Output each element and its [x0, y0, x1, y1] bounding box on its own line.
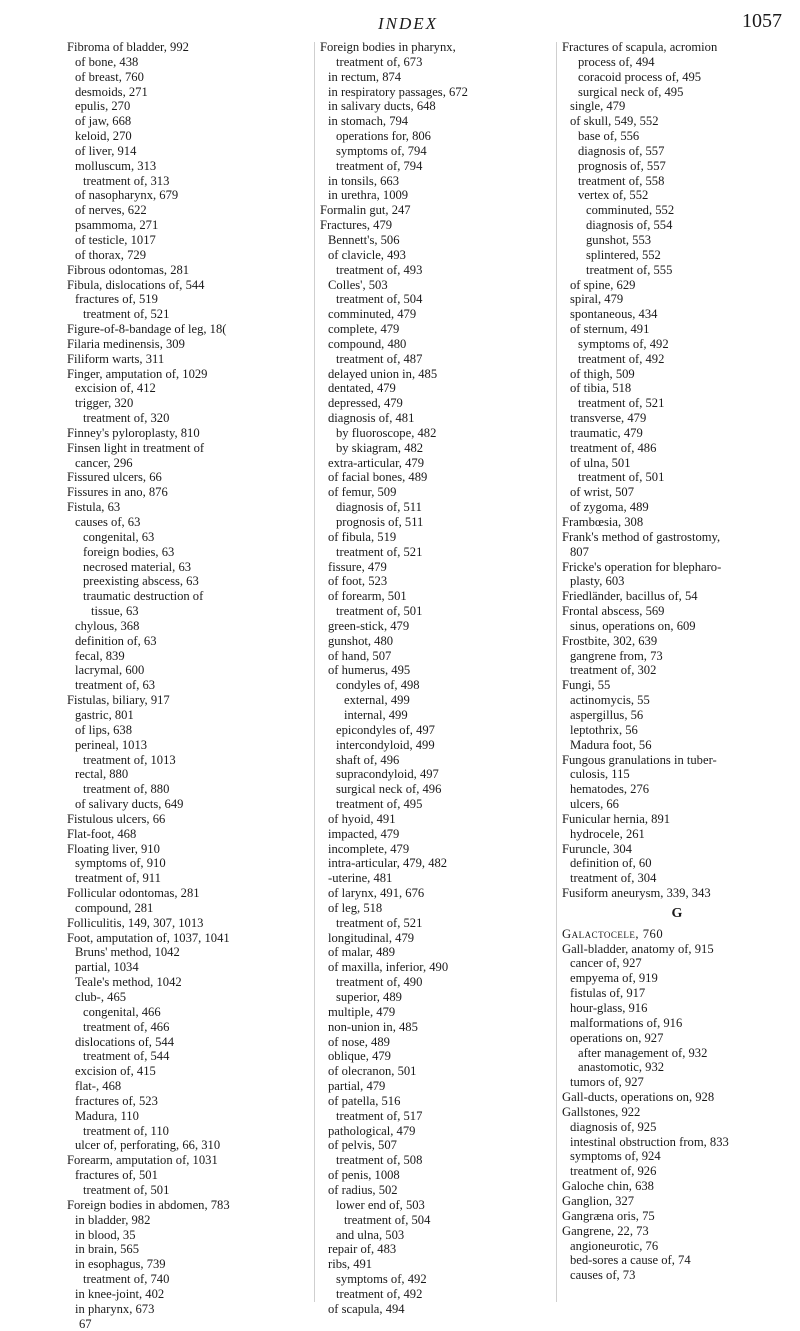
index-subentry: of forearm, 501 [328, 589, 407, 604]
index-entry: Frostbite, 302, 639 [562, 633, 658, 648]
index-subentry: extra-articular, 479 [328, 455, 424, 470]
index-subentry: treatment of, 501 [336, 604, 423, 619]
index-subentry: causes of, 63 [75, 515, 141, 529]
index-subentry: diagnosis of, 557 [578, 143, 665, 158]
index-subentry: of nasopharynx, 679 [75, 188, 179, 203]
index-subentry: operations on, 927 [570, 1030, 664, 1045]
index-subentry: hour-glass, 916 [570, 1001, 648, 1015]
index-entry: Frambœsia, 308 [562, 515, 644, 529]
index-entry: Fusiform aneurysm, 339, 343 [562, 886, 711, 901]
index-entry: Ganglion, 327 [562, 1193, 635, 1208]
index-subentry: of zygoma, 489 [570, 500, 649, 515]
index-subentry: repair of, 483 [328, 1242, 397, 1257]
index-subentry: coracoid process of, 495 [578, 69, 702, 84]
index-subentry: spiral, 479 [570, 292, 624, 307]
index-subentry: fistulas of, 917 [570, 986, 646, 1001]
index-subentry: delayed union in, 485 [328, 366, 438, 381]
index-subentry: treatment of, 313 [83, 173, 170, 188]
index-subentry: molluscum, 313 [75, 158, 157, 173]
index-entry: Figure-of-8-bandage of leg, 18( [67, 322, 227, 337]
index-subentry: of penis, 1008 [328, 1168, 400, 1183]
index-subentry: non-union in, 485 [328, 1019, 418, 1034]
index-subentry: treatment of, 302 [570, 663, 657, 678]
index-subentry: Colles', 503 [328, 277, 388, 292]
index-subentry: of femur, 509 [328, 485, 397, 500]
index-subentry: actinomycis, 55 [570, 693, 650, 708]
index-subentry: spontaneous, 434 [570, 307, 658, 322]
index-subentry: malformations of, 916 [570, 1015, 683, 1030]
index-subentry: gastric, 801 [75, 707, 134, 722]
index-subentry: anastomotic, 932 [578, 1060, 665, 1075]
index-subentry: chylous, 368 [75, 618, 140, 633]
index-entry: Fungous granulations in tuber- [562, 752, 717, 767]
index-entry: Filiform warts, 311 [67, 351, 165, 366]
index-entry: Foreign bodies in pharynx, [320, 40, 456, 54]
index-entry: Galoche chin, 638 [562, 1179, 654, 1194]
index-subentry: keloid, 270 [75, 129, 132, 144]
index-subentry: gunshot, 553 [586, 232, 652, 247]
index-subentry: in stomach, 794 [328, 114, 409, 129]
index-entry: Fistulous ulcers, 66 [67, 811, 166, 826]
index-subentry: of salivary ducts, 649 [75, 797, 184, 812]
column-divider [556, 42, 557, 1302]
index-subentry: diagnosis of, 511 [336, 500, 422, 515]
index-subentry: treatment of, 504 [336, 292, 423, 307]
index-subentry: single, 479 [570, 99, 626, 114]
index-subentry: comminuted, 552 [586, 203, 675, 218]
index-subentry: 807 [570, 544, 589, 559]
index-subentry: fissure, 479 [328, 559, 387, 574]
index-entry: Fibrous odontomas, 281 [67, 262, 190, 277]
index-entry: Galactocele, 760 [562, 926, 664, 941]
index-subentry: treatment of, 493 [336, 262, 423, 277]
index-subentry: cancer of, 927 [570, 956, 642, 971]
index-subentry: dislocations of, 544 [75, 1034, 174, 1049]
index-subentry: hematodes, 276 [570, 782, 650, 797]
index-subentry: base of, 556 [578, 129, 640, 144]
index-subentry: incomplete, 479 [328, 841, 410, 856]
index-entry: Frontal abscess, 569 [562, 604, 665, 619]
index-subentry: flat-, 468 [75, 1079, 122, 1094]
index-subentry: of jaw, 668 [75, 114, 132, 129]
index-subentry: of scapula, 494 [328, 1301, 405, 1316]
index-subentry: Bruns' method, 1042 [75, 945, 180, 960]
index-subentry: supracondyloid, 497 [336, 767, 439, 782]
index-subentry: causes of, 73 [570, 1268, 636, 1283]
index-subentry: diagnosis of, 481 [328, 411, 415, 426]
section-letter: G [671, 905, 683, 921]
running-title: INDEX [378, 14, 439, 33]
index-column-1 [67, 40, 305, 1331]
index-subentry: of maxilla, inferior, 490 [328, 960, 449, 975]
index-subentry: traumatic destruction of [83, 589, 204, 604]
index-subentry: of nerves, 622 [75, 203, 147, 218]
index-subentry: in esophagus, 739 [75, 1257, 166, 1272]
index-subentry: longitudinal, 479 [328, 930, 415, 945]
index-subentry: intra-articular, 479, 482 [328, 856, 448, 871]
index-subentry: of hyoid, 491 [328, 811, 396, 826]
index-subentry: of breast, 760 [75, 69, 144, 84]
index-subentry: treatment of, 504 [344, 1212, 431, 1227]
index-subentry: bed-sores a cause of, 74 [570, 1253, 691, 1268]
index-subentry: ulcers, 66 [570, 797, 619, 812]
index-subentry: sinus, operations on, 609 [570, 618, 696, 633]
index-subentry: operations for, 806 [336, 129, 431, 144]
index-subentry: desmoids, 271 [75, 84, 148, 99]
index-subentry: of foot, 523 [328, 574, 388, 589]
index-subentry: of ulna, 501 [570, 455, 631, 470]
index-subentry: lower end of, 503 [336, 1197, 425, 1212]
index-subentry: and ulna, 503 [336, 1227, 405, 1242]
index-subentry: of nose, 489 [328, 1034, 390, 1049]
index-subentry: treatment of, 63 [75, 678, 156, 693]
index-subentry: shaft of, 496 [336, 752, 400, 767]
index-entry: Gall-bladder, anatomy of, 915 [562, 941, 714, 956]
index-subentry: ribs, 491 [328, 1257, 373, 1272]
index-subentry: treatment of, 521 [83, 307, 170, 322]
index-subentry: of leg, 518 [328, 900, 383, 915]
index-subentry: of humerus, 495 [328, 663, 411, 678]
index-subentry: Teale's method, 1042 [75, 975, 182, 990]
index-subentry: by skiagram, 482 [336, 440, 424, 455]
index-entry: Finney's pyloroplasty, 810 [67, 425, 200, 440]
index-subentry: treatment of, 508 [336, 1153, 423, 1168]
index-subentry: excision of, 412 [75, 381, 156, 396]
index-subentry: in rectum, 874 [328, 69, 402, 84]
index-subentry: compound, 281 [75, 900, 154, 915]
index-entry: Fibula, dislocations of, 544 [67, 277, 205, 292]
index-column-2 [320, 40, 552, 1317]
index-entry: Fractures of scapula, acromion [562, 40, 718, 54]
index-subentry: treatment of, 517 [336, 1108, 423, 1123]
index-subentry: tumors of, 927 [570, 1075, 644, 1090]
index-subentry: depressed, 479 [328, 396, 403, 411]
index-subentry: treatment of, 304 [570, 871, 657, 886]
index-subentry: perineal, 1013 [75, 737, 148, 752]
index-subentry: treatment of, 1013 [83, 752, 176, 767]
index-subentry: of wrist, 507 [570, 485, 635, 500]
index-subentry: Madura, 110 [75, 1108, 139, 1123]
index-subentry: treatment of, 521 [336, 915, 423, 930]
index-entry: Fissured ulcers, 66 [67, 470, 162, 485]
index-subentry: Bennett's, 506 [328, 232, 400, 247]
index-subentry: superior, 489 [336, 990, 402, 1004]
index-subentry: intercondyloid, 499 [336, 737, 435, 752]
index-subentry: angioneurotic, 76 [570, 1238, 659, 1253]
index-subentry: process of, 494 [578, 54, 655, 69]
index-subentry: treatment of, 544 [83, 1049, 170, 1064]
index-subentry: condyles of, 498 [336, 678, 420, 693]
index-subentry: partial, 479 [328, 1079, 386, 1094]
index-subentry: treatment of, 740 [83, 1272, 170, 1287]
index-subentry: surgical neck of, 496 [336, 782, 442, 797]
index-subentry: treatment of, 926 [570, 1164, 657, 1179]
index-entry: Gallstones, 922 [562, 1104, 641, 1119]
index-subentry: fractures of, 519 [75, 292, 158, 307]
index-subentry: ulcer of, perforating, 66, 310 [75, 1138, 221, 1153]
index-subentry: congenital, 63 [83, 529, 155, 544]
index-subentry: of bone, 438 [75, 54, 139, 69]
index-subentry: symptoms of, 492 [578, 336, 669, 351]
index-subentry: of radius, 502 [328, 1182, 398, 1197]
index-entry: Follicular odontomas, 281 [67, 886, 200, 901]
index-subentry: -uterine, 481 [328, 871, 393, 886]
index-subentry: fractures of, 501 [75, 1168, 158, 1183]
index-subentry: lacrymal, 600 [75, 663, 145, 678]
index-subentry: multiple, 479 [328, 1004, 396, 1019]
index-subentry: definition of, 60 [570, 856, 652, 871]
index-subentry: fractures of, 523 [75, 1093, 158, 1108]
index-entry: Formalin gut, 247 [320, 203, 411, 218]
index-subentry: of larynx, 491, 676 [328, 886, 425, 901]
index-subentry: treatment of, 486 [570, 440, 657, 455]
index-entry: Fibroma of bladder, 992 [67, 40, 189, 54]
index-subentry: dentated, 479 [328, 381, 396, 396]
index-subentry: in bladder, 982 [75, 1212, 151, 1227]
index-subentry: treatment of, 490 [336, 975, 423, 990]
index-subentry: treatment of, 110 [83, 1123, 169, 1138]
index-subentry: symptoms of, 492 [336, 1272, 427, 1287]
index-subentry: prognosis of, 557 [578, 158, 666, 173]
index-entry: Gangræna oris, 75 [562, 1208, 655, 1223]
index-subentry: treatment of, 555 [586, 262, 673, 277]
index-entry: Finger, amputation of, 1029 [67, 366, 208, 381]
index-subentry: treatment of, 794 [336, 158, 423, 173]
index-subentry: in blood, 35 [75, 1227, 136, 1242]
index-entry: Fissures in ano, 876 [67, 485, 168, 500]
index-subentry: necrosed material, 63 [83, 559, 192, 574]
index-entry: Floating liver, 910 [67, 841, 160, 856]
index-subentry: definition of, 63 [75, 633, 157, 648]
index-subentry: of skull, 549, 552 [570, 114, 659, 129]
index-subentry: cancer, 296 [75, 455, 133, 470]
index-subentry: treatment of, 521 [336, 544, 423, 559]
index-entry: Foreign bodies in abdomen, 783 [67, 1197, 230, 1212]
index-entry: Fractures, 479 [320, 218, 393, 233]
index-subentry: pathological, 479 [328, 1123, 416, 1138]
index-subentry: epicondyles of, 497 [336, 722, 435, 737]
index-subentry: tissue, 63 [91, 604, 139, 619]
index-subentry: in pharynx, 673 [75, 1301, 155, 1316]
index-subentry: treatment of, 521 [578, 396, 665, 411]
index-entry: Frank's method of gastrostomy, [562, 529, 721, 544]
index-subentry: of sternum, 491 [570, 322, 650, 337]
index-subentry: congenital, 466 [83, 1004, 161, 1019]
column-divider [314, 42, 315, 1302]
index-subentry: of testicle, 1017 [75, 232, 156, 247]
index-subentry: leptothrix, 56 [570, 722, 638, 737]
index-entry: Filaria medinensis, 309 [67, 336, 185, 351]
index-subentry: complete, 479 [328, 322, 400, 337]
index-subentry: partial, 1034 [75, 960, 139, 975]
index-subentry: in urethra, 1009 [328, 188, 409, 203]
index-entry: Gall-ducts, operations on, 928 [562, 1090, 715, 1105]
index-subentry: plasty, 603 [570, 574, 625, 589]
index-subentry: treatment of, 495 [336, 797, 423, 812]
index-subentry: of thorax, 729 [75, 247, 146, 262]
index-subentry: of fibula, 519 [328, 529, 397, 544]
index-subentry: in salivary ducts, 648 [328, 99, 436, 114]
index-subentry: compound, 480 [328, 336, 407, 351]
index-subentry: of thigh, 509 [570, 366, 635, 381]
index-subentry: treatment of, 911 [75, 871, 161, 886]
index-subentry: in knee-joint, 402 [75, 1286, 165, 1301]
index-subentry: diagnosis of, 925 [570, 1119, 657, 1134]
index-subentry: of facial bones, 489 [328, 470, 428, 485]
index-subentry: fecal, 839 [75, 648, 125, 663]
index-subentry: oblique, 479 [328, 1049, 391, 1064]
index-entry: Funicular hernia, 891 [562, 811, 671, 826]
index-subentry: intestinal obstruction from, 833 [570, 1134, 729, 1149]
index-entry: Fistula, 63 [67, 500, 121, 515]
index-subentry: by fluoroscope, 482 [336, 425, 437, 440]
index-subentry: of pelvis, 507 [328, 1138, 397, 1153]
index-entry: Fistulas, biliary, 917 [67, 693, 170, 708]
index-subentry: treatment of, 501 [578, 470, 665, 485]
index-entry: Finsen light in treatment of [67, 440, 205, 455]
index-subentry: of clavicle, 493 [328, 247, 406, 262]
index-subentry: impacted, 479 [328, 826, 400, 841]
index-entry: Flat-foot, 468 [67, 826, 137, 841]
index-subentry: empyema of, 919 [570, 971, 658, 986]
index-subentry: trigger, 320 [75, 396, 134, 411]
index-subentry: in tonsils, 663 [328, 173, 400, 188]
index-subentry: of patella, 516 [328, 1093, 401, 1108]
index-subentry: in respiratory passages, 672 [328, 84, 468, 99]
index-subentry: of malar, 489 [328, 945, 395, 960]
index-entry: Fungi, 55 [562, 678, 611, 693]
index-subentry: treatment of, 880 [83, 782, 170, 797]
index-subentry: preexisting abscess, 63 [83, 574, 199, 589]
index-subentry: diagnosis of, 554 [586, 218, 673, 233]
index-subentry: treatment of, 487 [336, 351, 423, 366]
index-subentry: prognosis of, 511 [336, 515, 424, 529]
index-subentry: after management of, 932 [578, 1045, 708, 1060]
index-subentry: culosis, 115 [570, 767, 630, 782]
index-entry: Fricke's operation for blepharo- [562, 559, 722, 574]
index-subentry: excision of, 415 [75, 1064, 156, 1079]
index-column-3 [562, 40, 792, 1283]
index-subentry: vertex of, 552 [578, 188, 649, 203]
index-subentry: of tibia, 518 [570, 381, 632, 396]
index-subentry: epulis, 270 [75, 99, 131, 114]
index-subentry: rectal, 880 [75, 767, 129, 782]
index-subentry: club-, 465 [75, 990, 127, 1004]
index-subentry: green-stick, 479 [328, 618, 410, 633]
index-entry: Friedländer, bacillus of, 54 [562, 589, 698, 604]
signature-mark: 67 [79, 1316, 92, 1331]
index-subentry: treatment of, 466 [83, 1019, 170, 1034]
index-subentry: symptoms of, 924 [570, 1149, 661, 1164]
index-subentry: of olecranon, 501 [328, 1064, 417, 1079]
index-entry: Furuncle, 304 [562, 841, 632, 856]
index-entry: Foot, amputation of, 1037, 1041 [67, 930, 230, 945]
index-subentry: external, 499 [344, 693, 410, 708]
index-subentry: symptoms of, 910 [75, 856, 166, 871]
index-entry: Folliculitis, 149, 307, 1013 [67, 915, 204, 930]
index-subentry: splintered, 552 [586, 247, 661, 262]
index-subentry: of spine, 629 [570, 277, 636, 292]
index-subentry: internal, 499 [344, 707, 408, 722]
index-subentry: in brain, 565 [75, 1242, 140, 1257]
index-subentry: hydrocele, 261 [570, 826, 645, 841]
index-subentry: psammoma, 271 [75, 218, 159, 233]
index-subentry: comminuted, 479 [328, 307, 417, 322]
index-entry: Forearm, amputation of, 1031 [67, 1153, 218, 1168]
index-entry: Gangrene, 22, 73 [562, 1223, 649, 1238]
page-number: 1057 [742, 10, 782, 32]
index-subentry: of hand, 507 [328, 648, 392, 663]
index-subentry: treatment of, 492 [336, 1286, 423, 1301]
index-subentry: gangrene from, 73 [570, 648, 663, 663]
index-subentry: transverse, 479 [570, 411, 647, 426]
index-subentry: foreign bodies, 63 [83, 544, 175, 559]
index-subentry: surgical neck of, 495 [578, 84, 684, 99]
index-subentry: treatment of, 492 [578, 351, 665, 366]
index-subentry: treatment of, 501 [83, 1182, 170, 1197]
index-subentry: treatment of, 320 [83, 411, 170, 426]
index-subentry: treatment of, 673 [336, 54, 423, 69]
index-subentry: treatment of, 558 [578, 173, 665, 188]
index-subentry: of liver, 914 [75, 143, 137, 158]
index-subentry: Madura foot, 56 [570, 737, 652, 752]
index-subentry: aspergillus, 56 [570, 707, 644, 722]
index-subentry: of lips, 638 [75, 722, 133, 737]
index-subentry: symptoms of, 794 [336, 143, 427, 158]
index-subentry: traumatic, 479 [570, 425, 643, 440]
index-subentry: gunshot, 480 [328, 633, 394, 648]
